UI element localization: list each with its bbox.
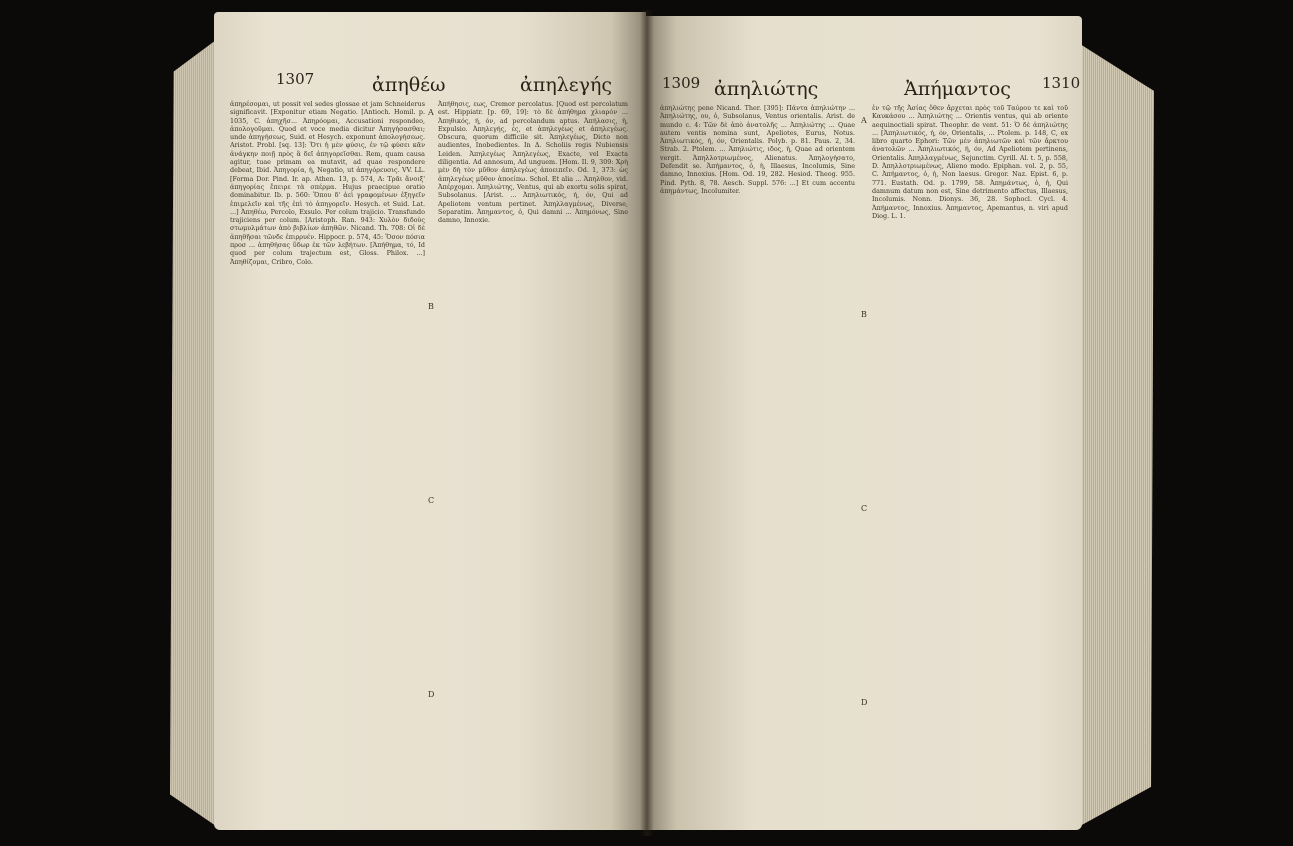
left-column-b [438, 100, 628, 830]
page-number-1310: 1310 [1042, 74, 1081, 92]
margin-marker-d: D [428, 690, 435, 699]
left-page [214, 12, 646, 830]
left-column-b-text: Ἀπήθησις, εως, Cremor percolatus. [Quod est percolatum est. Hippiatr. [p. 69, 19]: τὸ δὲ ἀπήθημα χλιαρόν ... Ἀπηθικός, ή, όν, ad percolandum aptus. Ἀπήλασις, ἡ, Expulsio. Ἀπηλεγής, ές, et ἀπηλεγέως et ἀπηλεγέως. Obscura, quorum difficile sit. Ἀπηλεγέως, Dicto non audientes, Inobedientes. In Δ. Scholiis regis Nubiensis Leiden. Ἀπηλεγέως Ἀπηλεγέως, Exacte, vel Exacta diligentia. Ad annosum, Ad unguem. [Hom. Il. 9, 309: Χρὴ μὲν δὴ τὸν μῦθον ἀπηλεγέως ἀποειπεῖν. Od. 1, 373: ὡς ἀπηλεγέως μῦθον ἀποείπω. Schol. Et alia ... Ἀπηλθον, vid. Ἀπέρχομαι. Ἀπηλιώτης, Ventus, qui ab exortu solis spirat, Subsolanus. [Arist. ... Ἀπηλιωτικός, ή, όν, Qui ad Apeliotem ventum pertinet. Ἀπηλλαγμένως, Diverse, Separatim. Ἀπημαντος, ὁ, Qui damni ... Ἀπημόνως, Sine damno, Innoxie. [438, 100, 628, 225]
right-headword-first: ἀπηλιώτης [714, 78, 819, 100]
right-headword-last: Ἀπήμαντος [904, 78, 1011, 100]
margin-marker-d-right: D [861, 698, 868, 707]
right-column-c [660, 104, 855, 830]
left-column-a-text: ἀπηρέσομαι, ut possit vel sedes glossae et jam Schneiderus significavit. [Exponitur etiam Negatio. [Antioch. Homil. p. 1035, C. ἀπηχῆσ... Ἀπηρόομαι, Accusationi respondeo, ἀπολογοῦμαι. Quod et voce media dicitur Ἀπηγήσασθαι; unde ἀπηγήσεως, Suid. et Hesych. exponunt ἀπολογήσεως. Aristot. Probl. [sq. 13]: Ὅτι ἡ μὲν φύσις, ἐν τῷ φύσει κᾶν ἀνάγκην ποιῇ πρὸς ἃ δεῖ ἀπηγορεῖσθαι. Rem, quam causa agitur, tuae primam ea mutavit, ad quae respondere debeat, Ibid. Ἀπηγορία, ἡ, Negatio, ut ἀπηγόρευσις. VV. LL. [Forma Dor. Pind. Ir. ap. Athen. 13, p. 574, A: Τρᾶι ἄνοιξ' ἀπηγορίας ἔπειρε τὰ σπέρμα. Hujus praecipue oratio dominabitur. Ib. p. 560: Ὅπου δ' ἀεὶ γραφομένων ἐξηγεῖν ἐπιμελεῖν καὶ τῆς ἐπὶ τὸ ἀπηγορεῖν. Hesych. et Suid. Lat. ...] Ἀπηθέω, Percolo, Exsulo. Per colum trajicio. Transfundo trajiciens per colum. [Aristoph. Ran. 943: Χυλὸν διδοὺς στωμυλμάτων ἀπὸ βιβλίων ἀπηθῶν. Nicand. Th. 708: Οἱ δὲ ἀπηθῆσαι τῶνδε ἐπιρρυέν. Hippocr. p. 574, 45: Ὅσον πόσια προσ ... ἀπηθήσας ὕδωρ ἐκ τῶν λεβήτων. [Ἀπήθημα, τό, Id quod per colum trajectum est, Gloss. Philox. ...] Ἀπηθίζομαι, Cribro, Colo. [230, 100, 425, 266]
margin-marker-b-right: B [861, 310, 867, 319]
left-column-a [230, 100, 425, 830]
margin-marker-a-right: A [861, 116, 867, 125]
page-number-1309: 1309 [662, 74, 701, 92]
right-column-c-text: ἀπηλιώτης pene Nicand. Ther. [395]: Πάντα ἀπηλιώτην ... Ἀπηλιώτης, ου, ὁ, Subsolanus, Ventus orientalis. Arist. de mundo c. 4: Τῶν δὲ ἀπὸ ἀνατολῆς ... Ἀπηλιώτης ... Quae autem ventis nomina sunt, Apeliotes, Eurus, Notus. Ἀπηλιωτικός, ή, όν, Orientalis. Polyb. p. 81. Paus. 2, 34. Strab. 2. Ptolem. ... Ἀπηλιώτις, ιδος, ἡ, Quae ad orientem vergit. Ἀπηλλοτριωμένος, Alienatus. Ἀπηλογήσατο, Defendit se. Ἀπήμαντος, ὁ, ἡ, Illaesus, Incolumis, Sine damno, Innoxius. [Hom. Od. 19, 282. Hesiod. Theog. 955. Pind. Pyth. 8, 78. Aesch. Suppl. 576: ...] Et cum accentu ἀπημάντως, Incolumiter. [660, 104, 855, 195]
margin-marker-c-right: C [861, 504, 868, 513]
margin-marker-a: A [428, 108, 434, 117]
right-column-d [872, 104, 1068, 830]
right-column-d-text: ἐν τῷ τῆς Ἀσίας ὅθεν ἄρχεται πρὸς τοῦ Ταύρου τε καὶ τοῦ Καυκάσου ... Ἀπηλιώτης ... Orientis ventus, qui ab oriente aequinoctiali spirat. Theophr. de vent. 51: Ὁ δὲ ἀπηλιώτης ... [Ἀπηλιωτικός, ή, όν, Orientalis, ... Ptolem. p. 148, C, ex libro quarto Ephori: Τῶν μὲν ἀπηλιωτῶν καὶ τῶν ἄρκτου ἀνατολῶν ... Ἀπηλιωτικός, ή, όν, Ad Apeliotem pertinens, Orientalis. Ἀπηλλαγμένως, Sejunctim. Cyrill. Al. t. 5, p. 558, D. Ἀπηλλοτριωμένως, Alieno modo. Epiphan. vol. 2, p. 55, C. Ἀπήμαντος, ὁ, ἡ, Non laesus. Gregor. Naz. Epist. 6, p. 771. Eustath. Od. p. 1799, 58. Ἀπημάντως, ὁ, ἡ, Qui damnum datum non est, Sine detrimento affectus, Illaesus, Incolumis. Nonn. Dionys. 36, 28. Sophocl. Cycl. 4. Ἀπήμαντος, Innoxius. Ἀπημαντος, Apemantus, n. viri apud Diog. L. 1. [872, 104, 1068, 220]
right-page-edges [1080, 44, 1154, 826]
right-page [646, 16, 1082, 830]
left-headword-last: ἀπηλεγής [520, 74, 612, 96]
margin-marker-b: B [428, 302, 434, 311]
book-gutter [640, 10, 654, 836]
left-page-edges [170, 40, 216, 826]
page-number-1307: 1307 [276, 70, 315, 88]
left-headword-first: ἀπηθέω [372, 74, 446, 96]
margin-marker-c: C [428, 496, 435, 505]
